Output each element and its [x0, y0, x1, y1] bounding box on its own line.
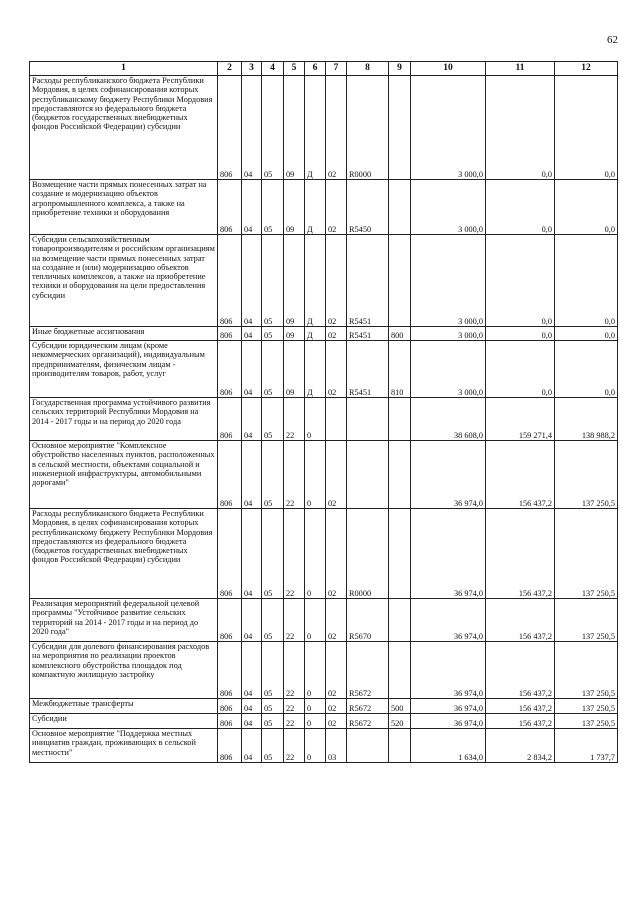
ministry-code: 806	[218, 441, 242, 509]
column-header: 1	[30, 62, 218, 76]
expense-type-code	[389, 509, 411, 599]
section-code: 04	[242, 599, 262, 642]
subsection-code: 05	[262, 398, 284, 441]
expense-type-code	[389, 76, 411, 180]
program-code: 09	[284, 235, 305, 327]
column-header: 2	[218, 62, 242, 76]
amount-col11: 156 437,2	[486, 642, 555, 699]
amount-col11: 0,0	[486, 235, 555, 327]
amount-col11: 0,0	[486, 76, 555, 180]
program-code: 09	[284, 76, 305, 180]
subprogram-code: Д	[305, 341, 326, 398]
program-code: 09	[284, 327, 305, 341]
ministry-code: 806	[218, 699, 242, 714]
amount-col10: 36 974,0	[411, 714, 486, 729]
program-code: 22	[284, 441, 305, 509]
column-header: 12	[555, 62, 618, 76]
table-row	[30, 509, 618, 599]
subprogram-code: 0	[305, 642, 326, 699]
direction-code: R5451	[347, 327, 389, 341]
activity-code: 02	[326, 341, 347, 398]
row-description: Иные бюджетные ассигнования	[30, 327, 218, 341]
amount-col11: 156 437,2	[486, 599, 555, 642]
table-row	[30, 714, 618, 729]
expense-type-code	[389, 642, 411, 699]
row-description: Субсидии	[30, 714, 218, 729]
column-header: 9	[389, 62, 411, 76]
amount-col10: 3 000,0	[411, 235, 486, 327]
amount-col12: 137 250,5	[555, 642, 618, 699]
row-description: Расходы республиканского бюджета Республики Мордовия, в целях софинансирования которых республиканскому бюджету Республики Мордовия предоставляются из федерального бюджета (бюджетов государственных внебюджетных фондов Российской Федерации) субсидии	[30, 509, 218, 599]
section-code: 04	[242, 327, 262, 341]
amount-col12: 1 737,7	[555, 729, 618, 763]
table-row	[30, 599, 618, 642]
subsection-code: 05	[262, 327, 284, 341]
row-description: Основное мероприятие "Поддержка местных инициатив граждан, проживающих в сельской местности"	[30, 729, 218, 763]
subsection-code: 05	[262, 180, 284, 235]
direction-code: R5450	[347, 180, 389, 235]
section-code: 04	[242, 398, 262, 441]
row-description: Субсидии сельскохозяйственным товаропроизводителям и российским организациям на возмещение части прямых понесенных затрат на создание и (или) модернизацию объектов тепличных комплексов, а также на приобретение техники и оборудования на цели предоставления субсидии	[30, 235, 218, 327]
expense-type-code: 520	[389, 714, 411, 729]
ministry-code: 806	[218, 398, 242, 441]
column-header: 5	[284, 62, 305, 76]
section-code: 04	[242, 714, 262, 729]
expense-type-code: 810	[389, 341, 411, 398]
amount-col10: 36 974,0	[411, 441, 486, 509]
column-header: 8	[347, 62, 389, 76]
activity-code: 02	[326, 599, 347, 642]
page-number: 62	[607, 34, 618, 46]
amount-col10: 3 000,0	[411, 341, 486, 398]
direction-code: R5672	[347, 714, 389, 729]
direction-code	[347, 398, 389, 441]
amount-col10: 3 000,0	[411, 327, 486, 341]
amount-col10: 1 634,0	[411, 729, 486, 763]
section-code: 04	[242, 509, 262, 599]
program-code: 22	[284, 398, 305, 441]
subsection-code: 05	[262, 729, 284, 763]
amount-col10: 36 974,0	[411, 699, 486, 714]
amount-col12: 0,0	[555, 235, 618, 327]
subsection-code: 05	[262, 76, 284, 180]
ministry-code: 806	[218, 642, 242, 699]
section-code: 04	[242, 235, 262, 327]
direction-code: R5670	[347, 599, 389, 642]
program-code: 22	[284, 699, 305, 714]
subsection-code: 05	[262, 341, 284, 398]
table-row	[30, 180, 618, 235]
amount-col10: 3 000,0	[411, 76, 486, 180]
ministry-code: 806	[218, 509, 242, 599]
subsection-code: 05	[262, 699, 284, 714]
table-row	[30, 398, 618, 441]
amount-col11: 0,0	[486, 327, 555, 341]
activity-code: 02	[326, 327, 347, 341]
subprogram-code: Д	[305, 76, 326, 180]
program-code: 22	[284, 714, 305, 729]
amount-col11: 156 437,2	[486, 509, 555, 599]
subsection-code: 05	[262, 714, 284, 729]
ministry-code: 806	[218, 327, 242, 341]
activity-code	[326, 398, 347, 441]
row-description: Межбюджетные трансферты	[30, 699, 218, 714]
direction-code: R5672	[347, 699, 389, 714]
amount-col11: 156 437,2	[486, 441, 555, 509]
subprogram-code: Д	[305, 235, 326, 327]
subprogram-code: Д	[305, 180, 326, 235]
amount-col12: 0,0	[555, 180, 618, 235]
row-description: Государственная программа устойчивого развития сельских территорий Республики Мордовия на 2014 - 2017 годы и на период до 2020 года	[30, 398, 218, 441]
section-code: 04	[242, 729, 262, 763]
amount-col12: 138 988,2	[555, 398, 618, 441]
expense-type-code	[389, 441, 411, 509]
amount-col12: 137 250,5	[555, 699, 618, 714]
program-code: 09	[284, 180, 305, 235]
subsection-code: 05	[262, 642, 284, 699]
amount-col11: 159 271,4	[486, 398, 555, 441]
column-header: 4	[262, 62, 284, 76]
column-header: 7	[326, 62, 347, 76]
amount-col12: 137 250,5	[555, 441, 618, 509]
amount-col12: 137 250,5	[555, 509, 618, 599]
amount-col11: 2 834,2	[486, 729, 555, 763]
section-code: 04	[242, 699, 262, 714]
subprogram-code: Д	[305, 327, 326, 341]
program-code: 22	[284, 599, 305, 642]
subsection-code: 05	[262, 235, 284, 327]
activity-code: 02	[326, 235, 347, 327]
amount-col12: 0,0	[555, 341, 618, 398]
section-code: 04	[242, 441, 262, 509]
row-description: Реализация мероприятий федеральной целевой программы "Устойчивое развитие сельских территорий на 2014 - 2017 годы и на период до 2020 года"	[30, 599, 218, 642]
activity-code: 02	[326, 642, 347, 699]
amount-col10: 36 974,0	[411, 509, 486, 599]
ministry-code: 806	[218, 341, 242, 398]
amount-col12: 137 250,5	[555, 714, 618, 729]
row-description: Основное мероприятие "Комплексное обустройство населенных пунктов, расположенных в сельской местности, объектами социальной и инженерной инфраструктуры, автомобильными дорогами"	[30, 441, 218, 509]
expense-type-code	[389, 729, 411, 763]
amount-col11: 0,0	[486, 341, 555, 398]
activity-code: 02	[326, 76, 347, 180]
table-row	[30, 235, 618, 327]
expense-type-code	[389, 180, 411, 235]
ministry-code: 806	[218, 714, 242, 729]
direction-code: R5672	[347, 642, 389, 699]
table-row	[30, 699, 618, 714]
ministry-code: 806	[218, 235, 242, 327]
amount-col12: 137 250,5	[555, 599, 618, 642]
section-code: 04	[242, 642, 262, 699]
amount-col10: 36 974,0	[411, 642, 486, 699]
direction-code: R5451	[347, 235, 389, 327]
row-description: Субсидии для долевого финансирования расходов на мероприятия по реализации проектов комплексного обустройства площадок под компактную жилищную застройку	[30, 642, 218, 699]
amount-col10: 36 974,0	[411, 599, 486, 642]
direction-code	[347, 729, 389, 763]
table-row	[30, 341, 618, 398]
row-description: Возмещение части прямых понесенных затрат на создание и модернизацию объектов агропромышленного комплекса, а также на приобретение техники и оборудования	[30, 180, 218, 235]
column-header: 11	[486, 62, 555, 76]
column-header: 6	[305, 62, 326, 76]
subprogram-code: 0	[305, 714, 326, 729]
direction-code: R5451	[347, 341, 389, 398]
expense-type-code	[389, 235, 411, 327]
table-header-row	[30, 62, 618, 76]
expense-type-code: 500	[389, 699, 411, 714]
section-code: 04	[242, 76, 262, 180]
table-row	[30, 642, 618, 699]
table-row	[30, 441, 618, 509]
ministry-code: 806	[218, 729, 242, 763]
row-description: Субсидии юридическим лицам (кроме некоммерческих организаций), индивидуальным предпринимателям, физическим лицам - производителям товаров, работ, услуг	[30, 341, 218, 398]
activity-code: 02	[326, 714, 347, 729]
activity-code: 03	[326, 729, 347, 763]
activity-code: 02	[326, 509, 347, 599]
activity-code: 02	[326, 180, 347, 235]
expense-type-code: 800	[389, 327, 411, 341]
expense-type-code	[389, 398, 411, 441]
subprogram-code: 0	[305, 599, 326, 642]
direction-code	[347, 441, 389, 509]
program-code: 22	[284, 729, 305, 763]
table-row	[30, 76, 618, 180]
table-row	[30, 327, 618, 341]
amount-col12: 0,0	[555, 76, 618, 180]
direction-code: R0000	[347, 76, 389, 180]
amount-col12: 0,0	[555, 327, 618, 341]
program-code: 22	[284, 509, 305, 599]
column-header: 10	[411, 62, 486, 76]
expense-type-code	[389, 599, 411, 642]
table-row	[30, 729, 618, 763]
ministry-code: 806	[218, 180, 242, 235]
budget-table	[29, 61, 618, 763]
section-code: 04	[242, 341, 262, 398]
subprogram-code: 0	[305, 398, 326, 441]
subprogram-code: 0	[305, 441, 326, 509]
row-description: Расходы республиканского бюджета Республики Мордовия, в целях софинансирования которых республиканскому бюджету Республики Мордовия предоставляются из федерального бюджета (бюджетов государственных внебюджетных фондов Российской Федерации) субсидии	[30, 76, 218, 180]
subsection-code: 05	[262, 441, 284, 509]
program-code: 22	[284, 642, 305, 699]
subprogram-code: 0	[305, 699, 326, 714]
section-code: 04	[242, 180, 262, 235]
ministry-code: 806	[218, 599, 242, 642]
subprogram-code: 0	[305, 729, 326, 763]
subsection-code: 05	[262, 599, 284, 642]
activity-code: 02	[326, 699, 347, 714]
amount-col10: 3 000,0	[411, 180, 486, 235]
direction-code: R0000	[347, 509, 389, 599]
amount-col11: 156 437,2	[486, 699, 555, 714]
amount-col11: 156 437,2	[486, 714, 555, 729]
program-code: 09	[284, 341, 305, 398]
ministry-code: 806	[218, 76, 242, 180]
amount-col10: 38 608,0	[411, 398, 486, 441]
column-header: 3	[242, 62, 262, 76]
amount-col11: 0,0	[486, 180, 555, 235]
subprogram-code: 0	[305, 509, 326, 599]
subsection-code: 05	[262, 509, 284, 599]
activity-code: 02	[326, 441, 347, 509]
